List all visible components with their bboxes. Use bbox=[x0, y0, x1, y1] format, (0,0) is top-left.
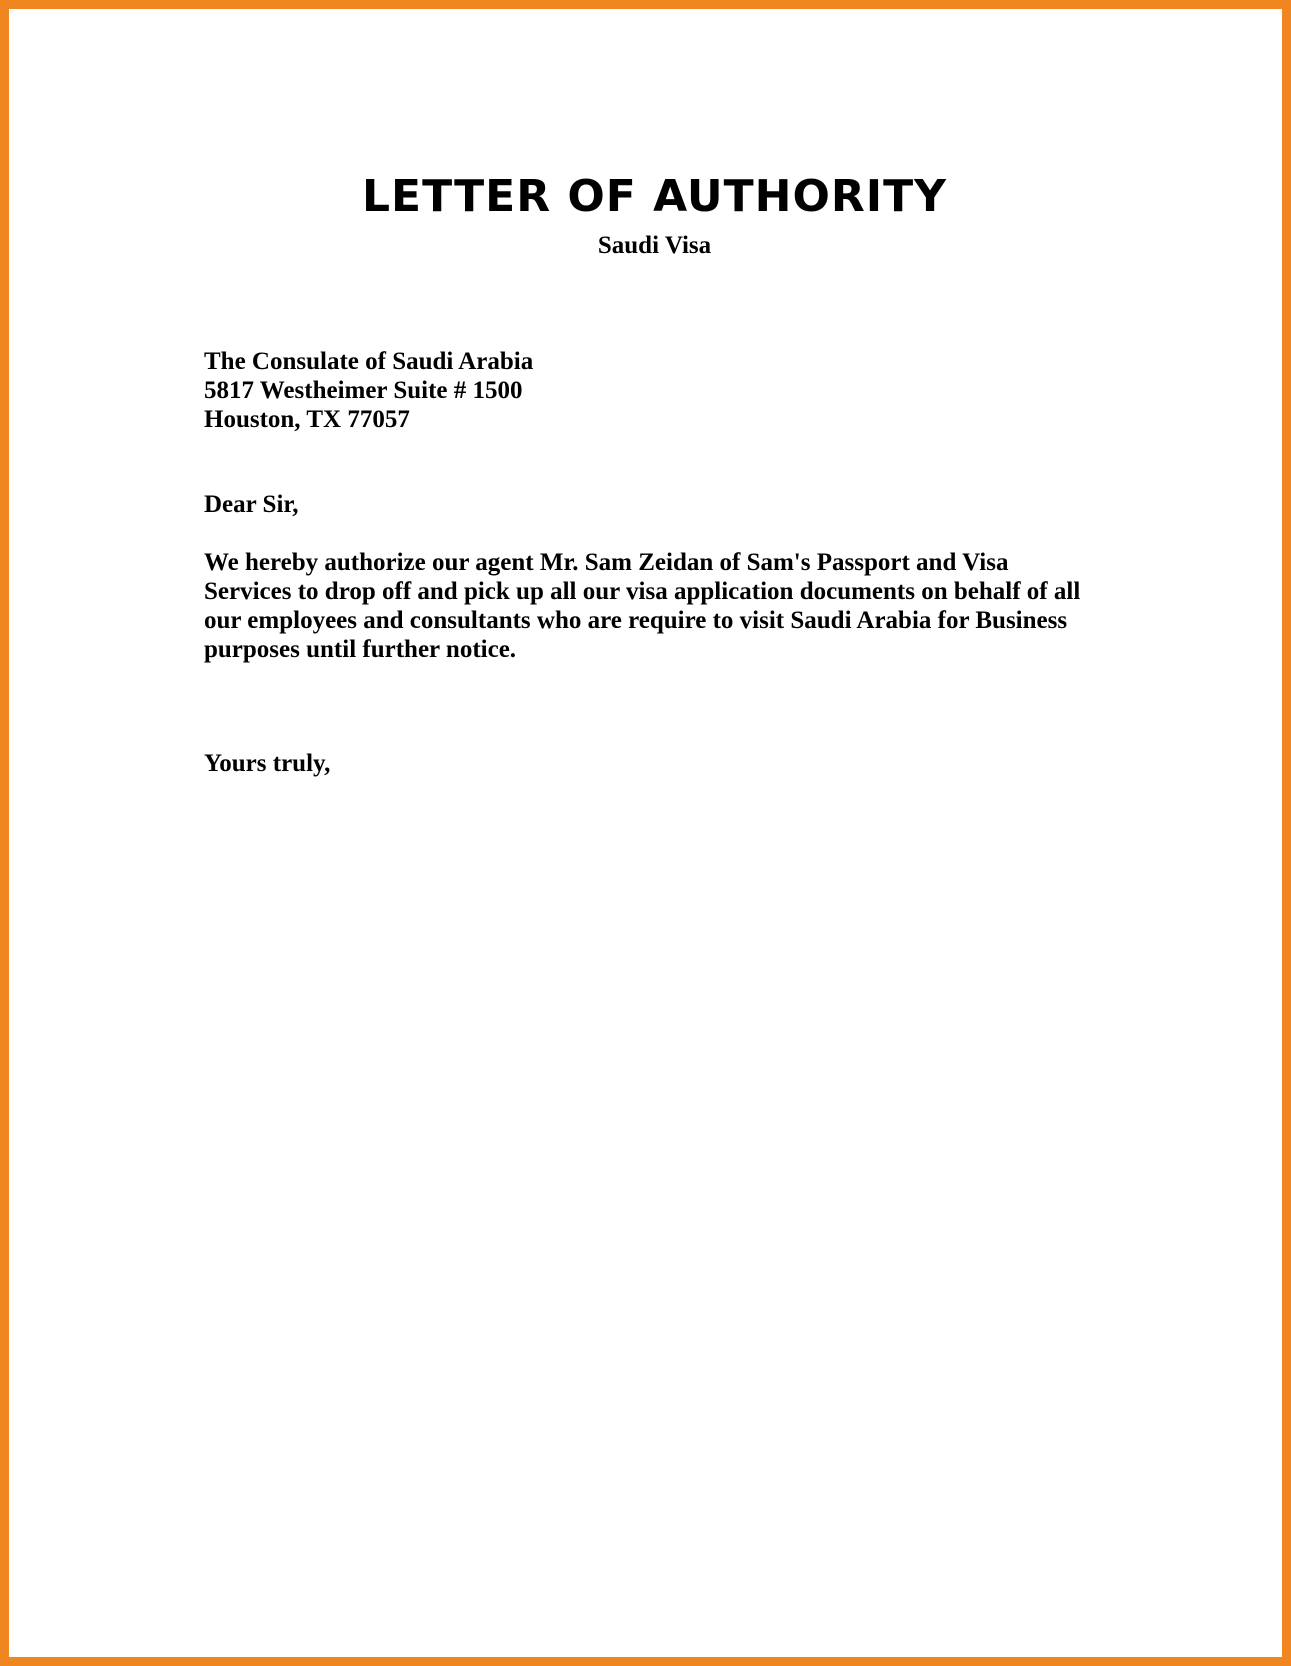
letter-title: LETTER OF AUTHORITY bbox=[362, 171, 947, 222]
recipient-address bbox=[204, 347, 1104, 434]
recipient-street: 5817 Westheimer Suite # 1500 bbox=[204, 377, 523, 404]
letter-body bbox=[204, 548, 1104, 664]
body-line: purposes until further notice. bbox=[204, 636, 517, 663]
salutation: Dear Sir, bbox=[204, 491, 299, 518]
body-line: We hereby authorize our agent Mr. Sam Zeidan of Sam's Passport and Visa bbox=[204, 549, 1009, 576]
recipient-name: The Consulate of Saudi Arabia bbox=[204, 348, 534, 375]
letter-subtitle: Saudi Visa bbox=[597, 232, 712, 259]
recipient-city: Houston, TX 77057 bbox=[204, 406, 410, 433]
body-line: our employees and consultants who are require to visit Saudi Arabia for Business bbox=[204, 607, 1068, 634]
body-line: Services to drop off and pick up all our visa application documents on behalf of all bbox=[204, 578, 1081, 605]
closing: Yours truly, bbox=[204, 750, 331, 777]
